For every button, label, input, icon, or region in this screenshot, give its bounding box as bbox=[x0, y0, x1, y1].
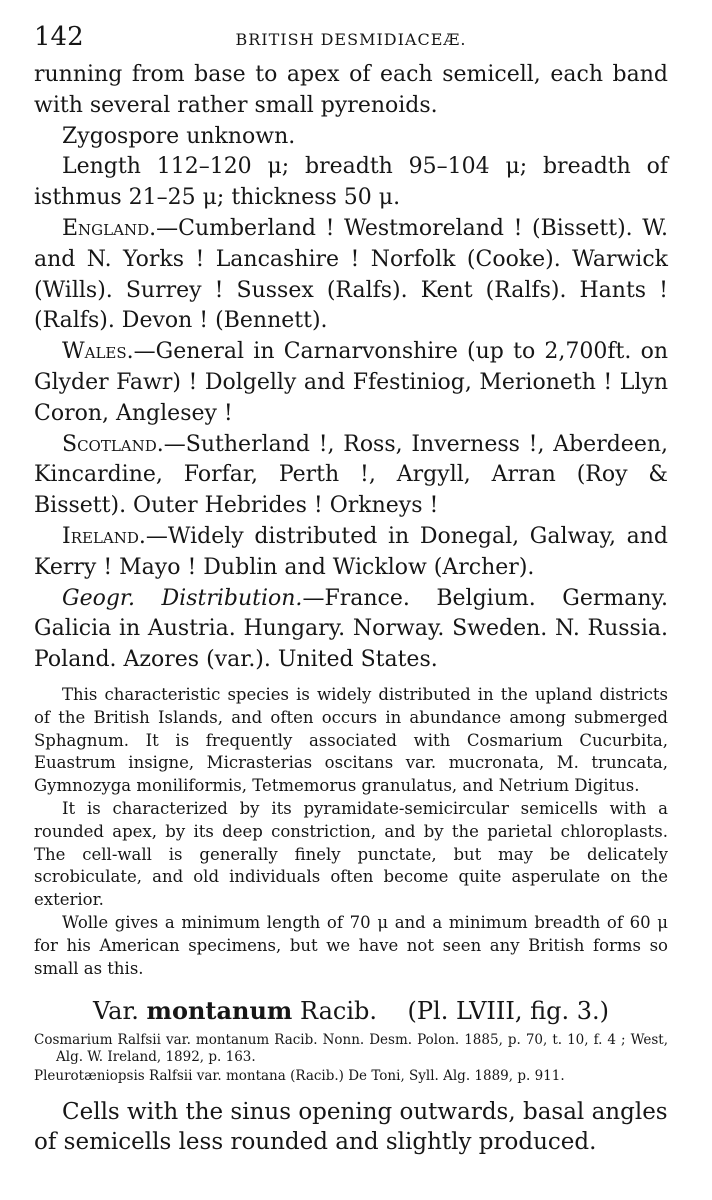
zygospore-note: Zygospore unknown. bbox=[62, 123, 296, 149]
note-paragraph-3: Wolle gives a minimum length of 70 μ and a minimum breadth of 60 μ for his American specimens, but we have not seen any British forms so small as this. bbox=[34, 912, 668, 978]
page-number: 142 bbox=[34, 22, 84, 52]
variety-plate: (Pl. LVIII, fig. 3.) bbox=[407, 997, 609, 1026]
synonymy bbox=[34, 1032, 668, 1085]
continuation-paragraph: running from base to apex of each semicell, each band with several rather small pyrenoids. bbox=[34, 62, 668, 118]
note-paragraph-2: It is characterized by its pyramidate-semicircular semicells with a rounded apex, by its deep constriction, and by the parietal chloroplasts. The cell-wall is generally finely punctate, but may be delicately scrobiculate, and old individuals often become quite asperulate on the exterior. bbox=[34, 798, 668, 910]
running-head bbox=[34, 20, 668, 56]
notes-section bbox=[34, 684, 668, 980]
distribution-wales bbox=[34, 337, 668, 429]
region-text-wales: —General in Carnarvonshire (up to 2,700ft. on Glyder Fawr) ! Dolgelly and Ffestiniog, Merioneth ! Llyn Coron, Anglesey ! bbox=[34, 339, 668, 426]
distribution-scotland bbox=[34, 430, 668, 522]
region-label-ireland: Ireland. bbox=[62, 523, 146, 549]
variety-heading bbox=[34, 996, 668, 1026]
distribution-england bbox=[34, 214, 668, 337]
region-label-scotland: Scotland. bbox=[62, 431, 164, 457]
region-text-scotland: —Sutherland !, Ross, Inverness !, Aberdeen, Kincardine, Forfar, Perth !, Argyll, Arran (Roy & Bissett). Outer Hebrides ! Orkneys ! bbox=[34, 431, 668, 519]
region-text-england: —Cumberland ! Westmoreland ! (Bissett). W. and N. Yorks ! Lancashire ! Norfolk (Cooke). Warwick (Wills). Surrey ! Sussex (Ralfs). Kent (Ralfs). Hants ! (Ralfs). Devon ! (Bennett). bbox=[34, 215, 668, 334]
geogr-label: Geogr. Distribution. bbox=[62, 585, 303, 611]
variety-description-text: Cells with the sinus opening outwards, basal angles of semicells less rounded and slightly produced. bbox=[34, 1099, 668, 1156]
variety-authority: Racib. bbox=[299, 997, 378, 1026]
dimensions: Length 112–120 μ; breadth 95–104 μ; breadth of isthmus 21–25 μ; thickness 50 μ. bbox=[34, 154, 668, 211]
reference-2: Pleurotæniopsis Ralfsii var. montana (Racib.) De Toni, Syll. Alg. 1889, p. 911. bbox=[34, 1068, 565, 1085]
geogr-text: —France. Belgium. Germany. Galicia in Austria. Hungary. Norway. Sweden. N. Russia. Poland. Azores (var.). United States. bbox=[34, 585, 668, 673]
variety-prefix: Var. bbox=[93, 997, 139, 1026]
variety-description bbox=[34, 1097, 668, 1157]
reference-1: Cosmarium Ralfsii var. montanum Racib. Nonn. Desm. Polon. 1885, p. 70, t. 10, f. 4 ; West, Alg. W. Ireland, 1892, p. 163. bbox=[34, 1032, 668, 1066]
main-text bbox=[34, 60, 668, 676]
note-paragraph-1: This characteristic species is widely distributed in the upland districts of the British Islands, and often occurs in abundance among submerged Sphagnum. It is frequently associated with Cosmarium Cucurbita, Euastrum insigne, Micrasterias oscitans var. mucronata, M. truncata, Gymnozyga moniliformis, Tetmemorus granulatus, and Netrium Digitus. bbox=[34, 684, 668, 796]
running-title: BRITISH DESMIDIACEÆ. bbox=[235, 30, 467, 49]
region-text-ireland: —Widely distributed in Donegal, Galway, and Kerry ! Mayo ! Dublin and Wicklow (Archer). bbox=[34, 523, 668, 580]
geographic-distribution bbox=[34, 584, 668, 676]
region-label-wales: Wales. bbox=[62, 339, 134, 365]
region-label-england: England. bbox=[62, 215, 157, 241]
distribution-ireland bbox=[34, 522, 668, 584]
variety-name: montanum bbox=[146, 996, 293, 1026]
